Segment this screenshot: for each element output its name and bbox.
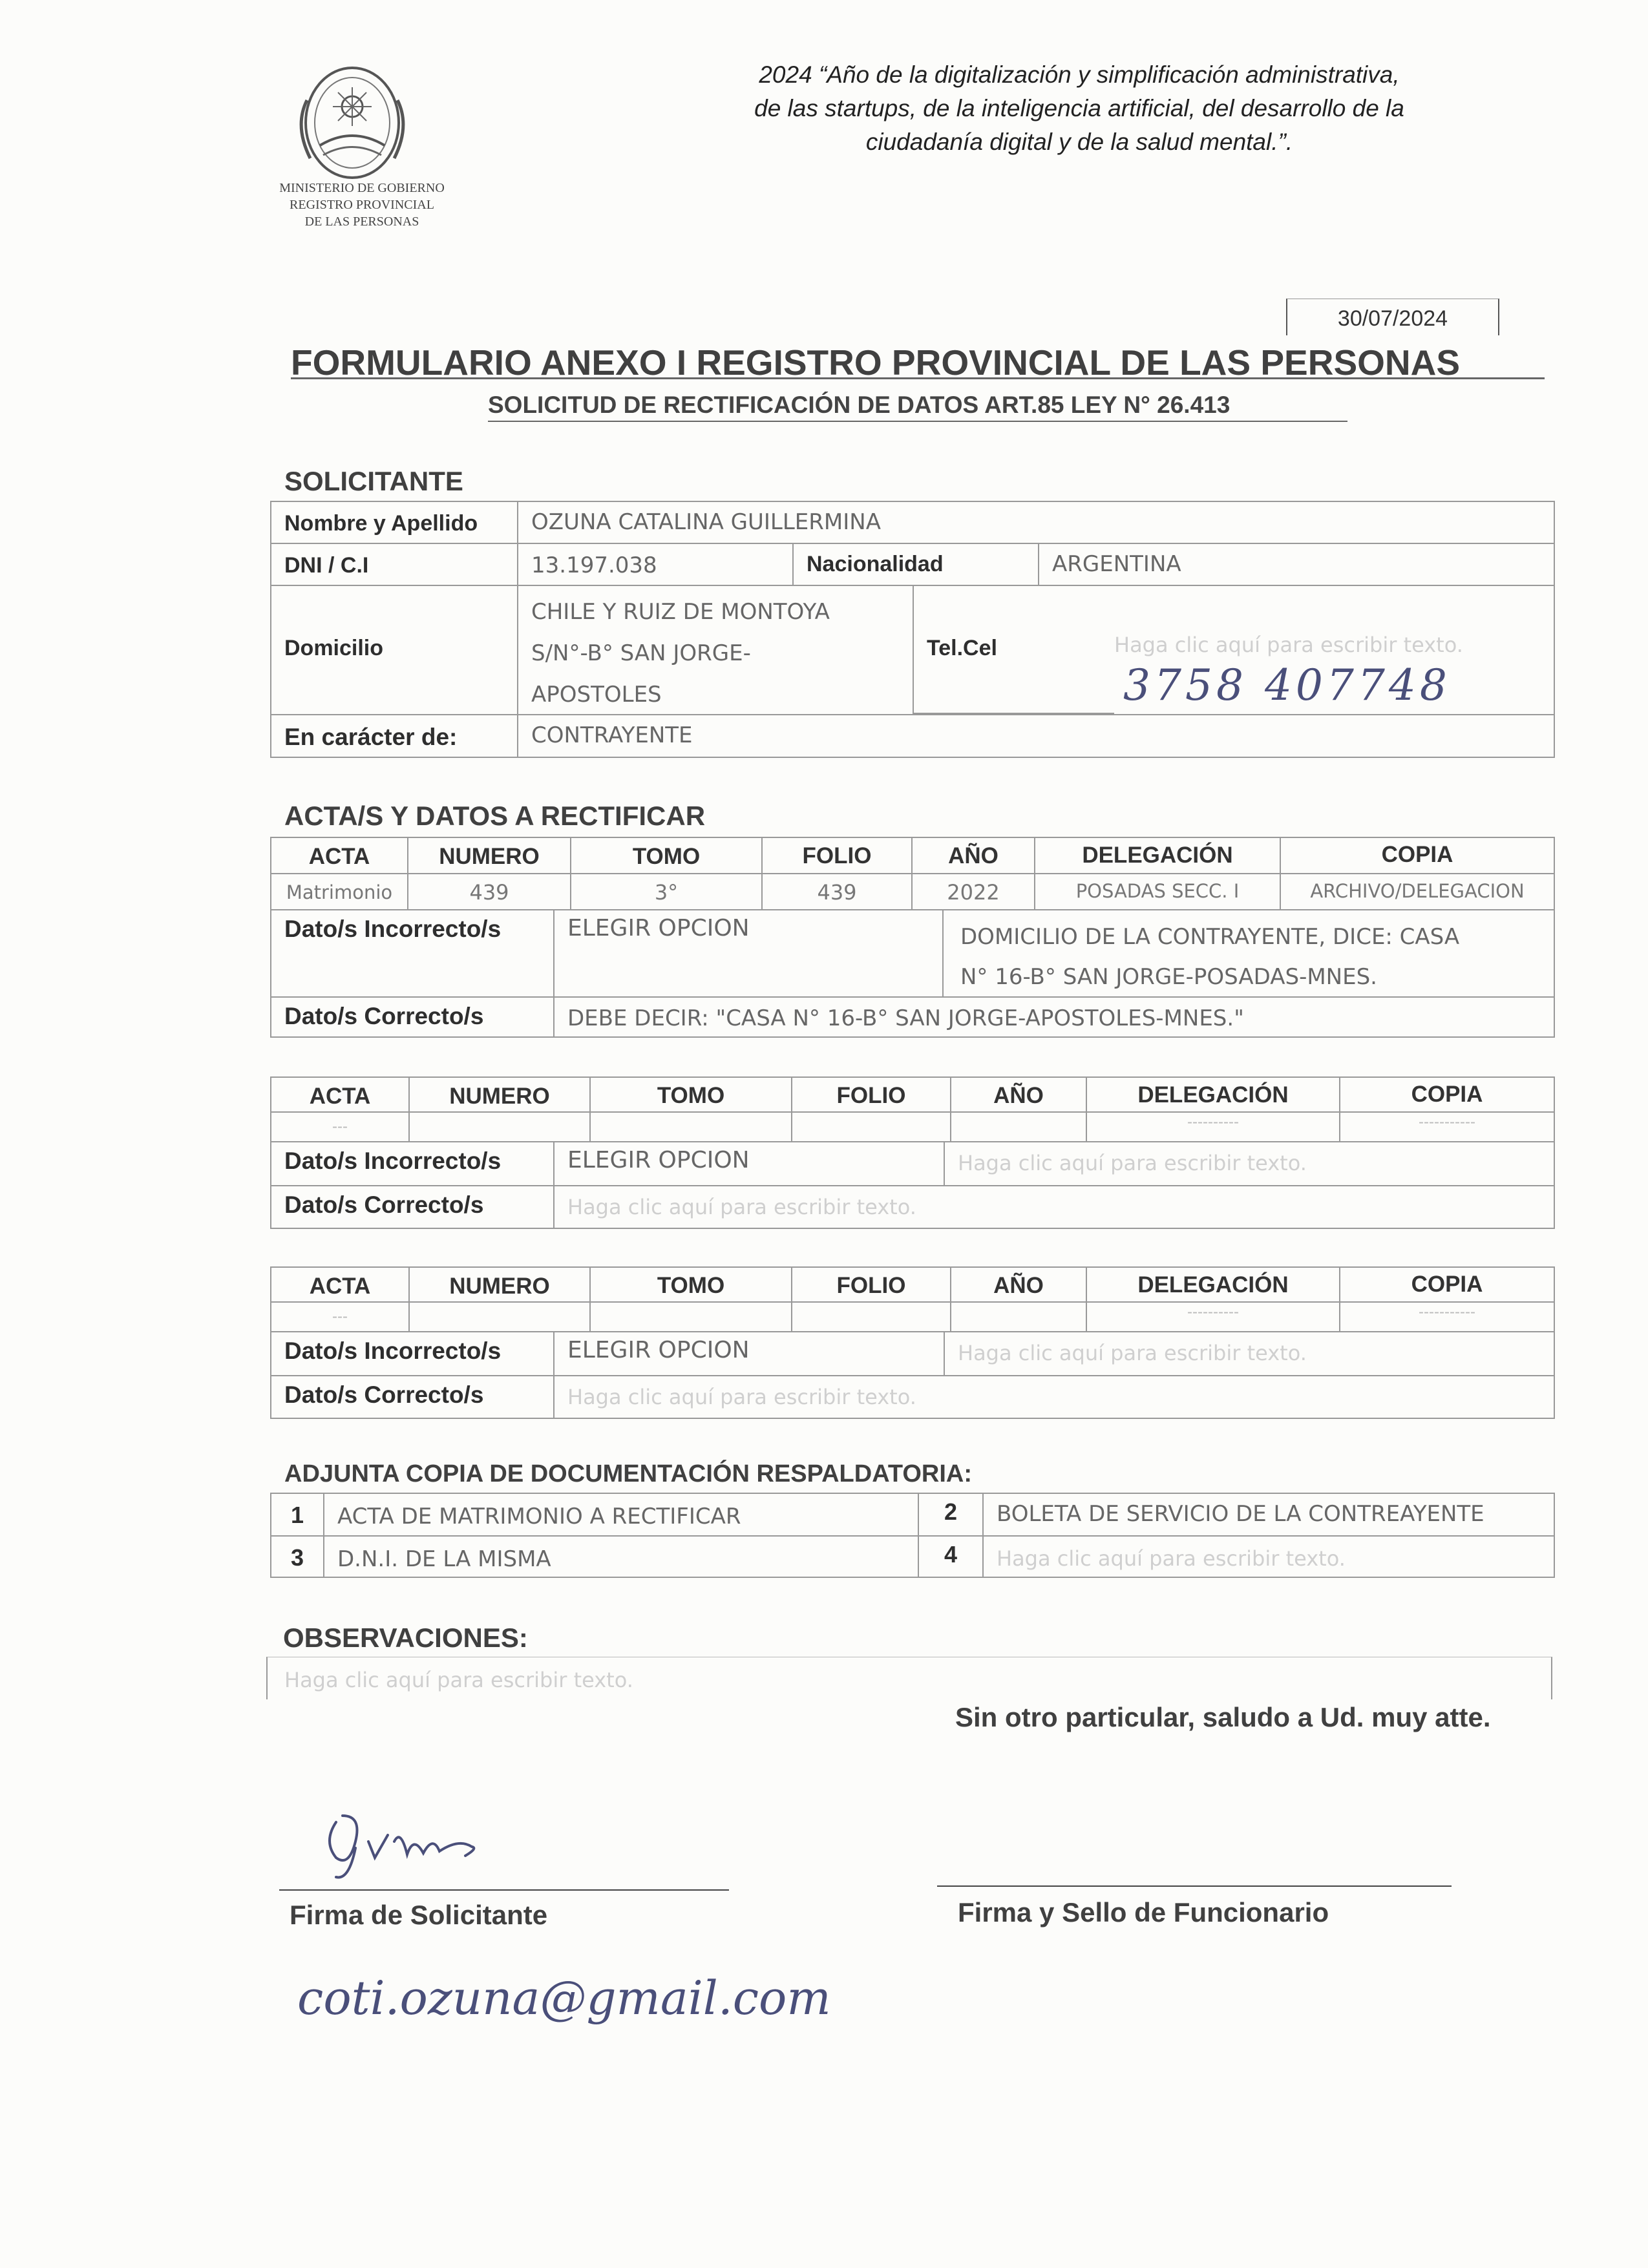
col-tomo: TOMO [589, 1076, 791, 1111]
acta2-incorrect-label: Dato/s Incorrecto/s [270, 1141, 553, 1185]
domicilio-field[interactable] [517, 585, 913, 714]
acta2-incorrect-field[interactable]: Haga clic aquí para escribir texto. [944, 1141, 1555, 1185]
acta1-tipo[interactable]: Matrimonio [270, 873, 407, 909]
adjunta-num: 3 [270, 1535, 323, 1578]
col-numero: NUMERO [408, 1076, 589, 1111]
acta1-folio[interactable]: 439 [761, 873, 911, 909]
col-copia: COPIA [1280, 837, 1555, 873]
nombre-field[interactable]: OZUNA CATALINA GUILLERMINA [517, 501, 1555, 543]
domicilio-line: APOSTOLES [531, 682, 662, 708]
province-emblem-icon [288, 61, 417, 184]
domicilio-line: CHILE Y RUIZ DE MONTOYA [531, 599, 830, 625]
acta1-anio[interactable]: 2022 [911, 873, 1034, 909]
firma-solicitante-label: Firma de Solicitante [290, 1900, 548, 1930]
adjunta-num: 4 [918, 1535, 982, 1578]
motto-line: 2024 “Año de la digitalización y simplificación administrativa, [759, 61, 1400, 88]
col-anio: AÑO [911, 837, 1034, 873]
acta3-incorrect-field[interactable]: Haga clic aquí para escribir texto. [944, 1331, 1555, 1375]
adjunta-item-1[interactable]: ACTA DE MATRIMONIO A RECTIFICAR [323, 1493, 918, 1535]
col-copia: COPIA [1339, 1076, 1555, 1111]
firma-funcionario-label: Firma y Sello de Funcionario [958, 1897, 1329, 1927]
acta2-option-select[interactable]: ELEGIR OPCION [553, 1141, 944, 1185]
acta3-anio[interactable] [950, 1301, 1086, 1331]
observaciones-field[interactable]: Haga clic aquí para escribir texto. [266, 1657, 1552, 1699]
signature-line-solicitante [279, 1889, 729, 1891]
acta3-correct-label: Dato/s Correcto/s [270, 1375, 553, 1419]
form-subtitle: SOLICITUD DE RECTIFICACIÓN DE DATOS ART.85 LEY N° 26.413 [488, 390, 1347, 422]
closing-text: Sin otro particular, saludo a Ud. muy atte. [955, 1702, 1491, 1732]
col-numero: NUMERO [407, 837, 570, 873]
adjunta-heading: ADJUNTA COPIA DE DOCUMENTACIÓN RESPALDATORIA: [284, 1460, 972, 1487]
caracter-field[interactable]: CONTRAYENTE [517, 714, 1555, 758]
telcel-label: Tel.Cel [913, 585, 1114, 714]
acta3-copia[interactable]: ----------- [1339, 1301, 1555, 1331]
acta3-option-select[interactable]: ELEGIR OPCION [553, 1331, 944, 1375]
acta1-incorrect-line: N° 16-B° SAN JORGE-POSADAS-MNES. [960, 964, 1377, 990]
col-acta: ACTA [270, 1076, 408, 1111]
col-delegacion: DELEGACIÓN [1034, 837, 1280, 873]
acta3-tomo[interactable] [589, 1301, 791, 1331]
acta1-copia[interactable]: ARCHIVO/DELEGACION [1280, 873, 1555, 909]
acta2-tipo[interactable]: --- [270, 1111, 408, 1141]
form-title: FORMULARIO ANEXO I REGISTRO PROVINCIAL DE LAS PERSONAS [291, 342, 1461, 383]
acta2-correct-field[interactable]: Haga clic aquí para escribir texto. [553, 1185, 1555, 1229]
acta2-anio[interactable] [950, 1111, 1086, 1141]
col-tomo: TOMO [589, 1266, 791, 1301]
acta3-incorrect-label: Dato/s Incorrecto/s [270, 1331, 553, 1375]
acta3-delegacion[interactable]: ---------- [1086, 1301, 1339, 1331]
signature-line-funcionario [937, 1885, 1452, 1887]
acta3-folio[interactable] [791, 1301, 950, 1331]
nacionalidad-label: Nacionalidad [792, 543, 1038, 585]
acta1-option-select[interactable]: ELEGIR OPCION [553, 909, 942, 996]
col-anio: AÑO [950, 1266, 1086, 1301]
ministry-block [246, 180, 478, 230]
adjunta-num: 2 [918, 1493, 982, 1535]
caracter-label: En carácter de: [270, 714, 517, 758]
domicilio-line: S/N°-B° SAN JORGE- [531, 640, 751, 666]
motto-line: ciudadanía digital y de la salud mental.”. [865, 129, 1293, 155]
acta1-delegacion[interactable]: POSADAS SECC. I [1034, 873, 1280, 909]
adjunta-item-3[interactable]: D.N.I. DE LA MISMA [323, 1535, 918, 1578]
acta1-numero[interactable]: 439 [407, 873, 570, 909]
nacionalidad-field[interactable]: ARGENTINA [1038, 543, 1555, 585]
acta2-correct-label: Dato/s Correcto/s [270, 1185, 553, 1229]
col-anio: AÑO [950, 1076, 1086, 1111]
date-field[interactable]: 30/07/2024 [1286, 299, 1499, 335]
col-acta: ACTA [270, 1266, 408, 1301]
section-adjunta [284, 1458, 972, 1490]
acta1-tomo[interactable]: 3° [570, 873, 761, 909]
acta2-tomo[interactable] [589, 1111, 791, 1141]
acta1-incorrect-label: Dato/s Incorrecto/s [270, 909, 553, 996]
title-underline [291, 377, 1545, 379]
col-copia: COPIA [1339, 1266, 1555, 1301]
email-handwritten: coti.ozuna@gmail.com [297, 1971, 831, 2025]
dni-label: DNI / C.I [270, 543, 517, 585]
adjunta-item-2[interactable]: BOLETA DE SERVICIO DE LA CONTREAYENTE [982, 1493, 1555, 1535]
acta2-numero[interactable] [408, 1111, 589, 1141]
col-folio: FOLIO [791, 1076, 950, 1111]
telcel-handwritten: 3758 407748 [1123, 660, 1451, 710]
col-delegacion: DELEGACIÓN [1086, 1266, 1339, 1301]
motto [601, 58, 1558, 159]
section-observaciones: OBSERVACIONES: [283, 1622, 528, 1653]
nombre-label: Nombre y Apellido [270, 501, 517, 543]
acta1-correct-field[interactable]: DEBE DECIR: "CASA N° 16-B° SAN JORGE-APOSTOLES-MNES." [553, 996, 1555, 1038]
section-actas: ACTA/S Y DATOS A RECTIFICAR [284, 801, 706, 831]
col-delegacion: DELEGACIÓN [1086, 1076, 1339, 1111]
adjunta-item-4[interactable]: Haga clic aquí para escribir texto. [982, 1535, 1555, 1578]
acta1-incorrect-field[interactable] [942, 909, 1555, 996]
domicilio-label: Domicilio [270, 585, 517, 714]
acta2-copia[interactable]: ----------- [1339, 1111, 1555, 1141]
acta2-folio[interactable] [791, 1111, 950, 1141]
section-solicitante: SOLICITANTE [284, 466, 463, 496]
col-folio: FOLIO [791, 1266, 950, 1301]
acta1-correct-label: Dato/s Correcto/s [270, 996, 553, 1038]
acta3-numero[interactable] [408, 1301, 589, 1331]
acta1-incorrect-line: DOMICILIO DE LA CONTRAYENTE, DICE: CASA [960, 924, 1460, 950]
adjunta-num: 1 [270, 1493, 323, 1535]
ministry-line: MINISTERIO DE GOBIERNO [279, 181, 445, 195]
col-acta: ACTA [270, 837, 407, 873]
dni-field[interactable]: 13.197.038 [517, 543, 792, 585]
col-tomo: TOMO [570, 837, 761, 873]
ministry-line: REGISTRO PROVINCIAL [290, 198, 434, 212]
acta3-tipo[interactable]: --- [270, 1301, 408, 1331]
motto-line: de las startups, de la inteligencia artificial, del desarrollo de la [754, 95, 1404, 121]
ministry-line: DE LAS PERSONAS [304, 215, 419, 229]
telcel-placeholder: Haga clic aquí para escribir texto. [1114, 633, 1463, 657]
telcel-field[interactable] [1114, 585, 1555, 714]
col-numero: NUMERO [408, 1266, 589, 1301]
acta2-delegacion[interactable]: ---------- [1086, 1111, 1339, 1141]
acta3-correct-field[interactable]: Haga clic aquí para escribir texto. [553, 1375, 1555, 1419]
col-folio: FOLIO [761, 837, 911, 873]
